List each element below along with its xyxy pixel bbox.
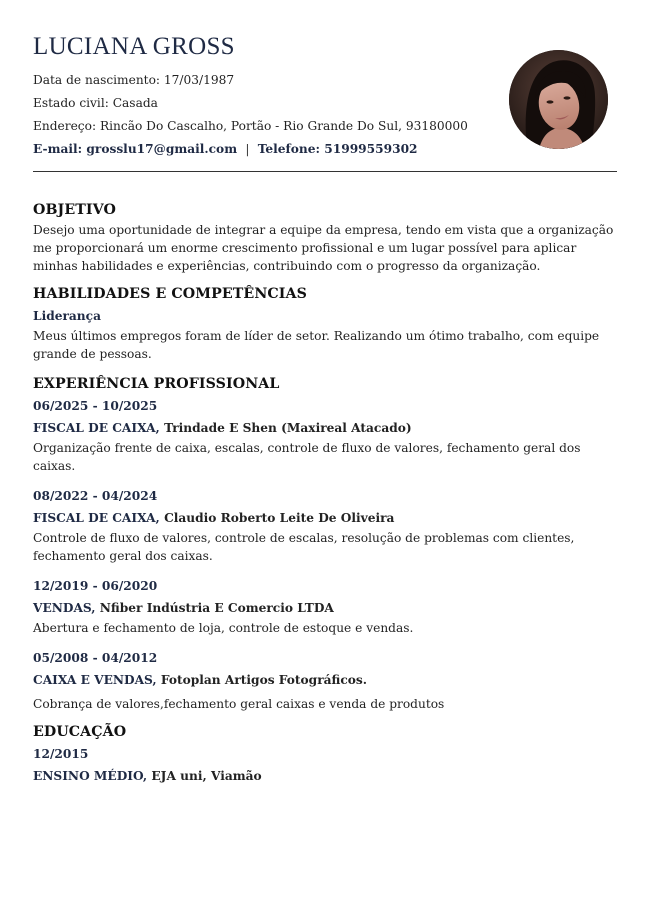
- objective-text: Desejo uma oportunidade de integrar a equipe da empresa, tendo em vista que a organização me proporcionará um enorme crescimento profissional e um lugar possível para aplicar minhas habilidades e experiências, contribuindo com o progresso da organização.: [33, 223, 614, 273]
- job-description: Organização frente de caixa, escalas, controle de fluxo de valores, fechamento geral dos caixas.: [33, 441, 581, 473]
- birth-date-line: [33, 69, 503, 92]
- skills-section: [33, 283, 617, 363]
- job-period: 06/2025 - 10/2025: [33, 399, 158, 413]
- job-company: Nfiber Indústria E Comercio LTDA: [99, 601, 334, 615]
- objective-title: OBJETIVO: [33, 202, 116, 218]
- civil-status-line: [33, 92, 503, 115]
- education-school: EJA uni, Viamão: [151, 769, 262, 783]
- job-company: Fotoplan Artigos Fotográficos.: [160, 673, 368, 687]
- job-role: FISCAL DE CAIXA,: [33, 511, 160, 525]
- email-value[interactable]: grosslu17@gmail.com: [86, 142, 238, 156]
- education-section: [33, 721, 617, 787]
- skill-description: Meus últimos empregos foram de líder de setor. Realizando um ótimo trabalho, com equipe grande de pessoas.: [33, 329, 600, 361]
- address-label: Endereço:: [33, 119, 97, 133]
- education-degree: ENSINO MÉDIO,: [33, 769, 148, 783]
- skills-title: HABILIDADES E COMPETÊNCIAS: [33, 286, 307, 302]
- experience-section: [33, 373, 617, 713]
- job-period: 12/2019 - 06/2020: [33, 579, 158, 593]
- civil-status-label: Estado civil:: [33, 96, 109, 110]
- education-period: 12/2015: [33, 747, 89, 761]
- contact-separator: |: [245, 142, 250, 156]
- job-entry: [33, 575, 617, 637]
- header-divider: [33, 171, 617, 172]
- job-role-line: [33, 507, 617, 529]
- portrait-image: [509, 50, 608, 149]
- email-label: E-mail:: [33, 142, 83, 156]
- profile-photo: [509, 50, 608, 149]
- job-description: Controle de fluxo de valores, controle de escalas, resolução de problemas com clientes, fechamento geral dos caixas.: [33, 531, 575, 563]
- skill-name: Liderança: [33, 309, 101, 323]
- contact-line: [33, 138, 503, 161]
- birth-date-value: 17/03/1987: [163, 73, 235, 87]
- resume-body: [33, 199, 617, 787]
- job-description: Abertura e fechamento de loja, controle de estoque e vendas.: [33, 621, 414, 635]
- resume-header: [33, 32, 503, 161]
- job-entry: [33, 395, 617, 475]
- job-role: CAIXA E VENDAS,: [33, 673, 157, 687]
- objective-section: [33, 199, 617, 275]
- job-entry: [33, 647, 617, 713]
- phone-value: 51999559302: [324, 142, 418, 156]
- candidate-name: LUCIANA GROSS: [33, 33, 235, 60]
- education-title: EDUCAÇÃO: [33, 724, 127, 740]
- job-role: VENDAS,: [33, 601, 96, 615]
- job-role-line: [33, 417, 617, 439]
- job-role: FISCAL DE CAIXA,: [33, 421, 160, 435]
- job-company: Claudio Roberto Leite De Oliveira: [164, 511, 395, 525]
- address-line: [33, 115, 503, 138]
- job-role-line: [33, 669, 617, 691]
- job-role-line: [33, 597, 617, 619]
- civil-status-value: Casada: [112, 96, 158, 110]
- education-degree-line: [33, 765, 617, 787]
- phone-label: Telefone:: [257, 142, 320, 156]
- birth-date-label: Data de nascimento:: [33, 73, 161, 87]
- job-company: Trindade E Shen (Maxireal Atacado): [164, 421, 412, 435]
- job-entry: [33, 485, 617, 565]
- address-value: Rincão Do Cascalho, Portão - Rio Grande Do Sul, 93180000: [99, 119, 468, 133]
- job-period: 08/2022 - 04/2024: [33, 489, 158, 503]
- job-description: Cobrança de valores,fechamento geral caixas e venda de produtos: [33, 697, 445, 711]
- job-period: 05/2008 - 04/2012: [33, 651, 158, 665]
- experience-title: EXPERIÊNCIA PROFISSIONAL: [33, 376, 280, 392]
